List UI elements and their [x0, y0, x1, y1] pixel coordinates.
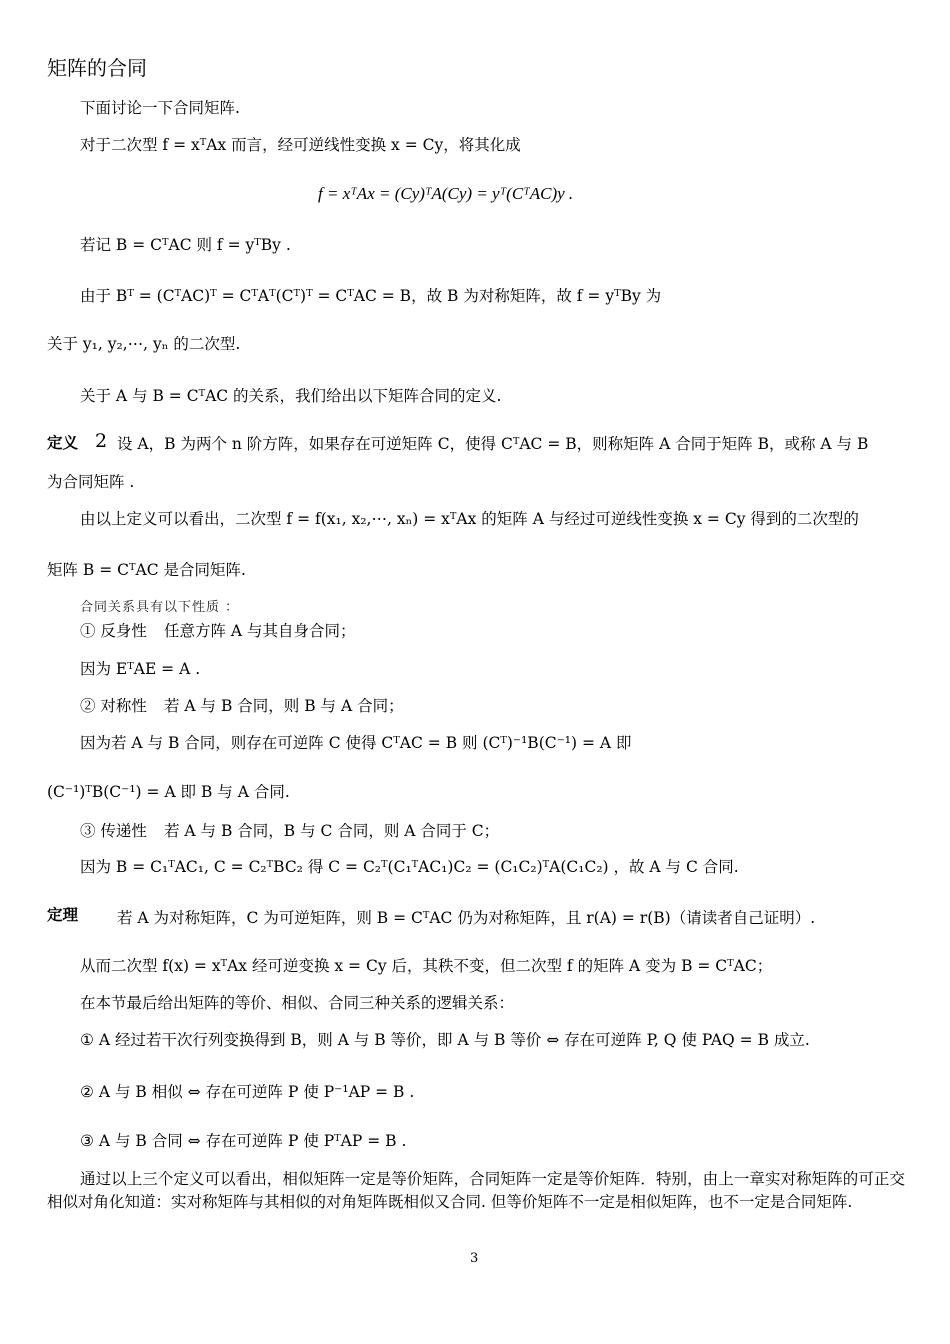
property-3-text: 若 A 与 B 合同，B 与 C 合同，则 A 合同于 C； [164, 822, 500, 840]
logic-intro-line: 在本节最后给出矩阵的等价、相似、合同三种关系的逻辑关系： [80, 994, 515, 1012]
theorem-label: 定理 [47, 905, 79, 924]
definition-consequence-line: 由以上定义可以看出，二次型 f = f(x₁, x₂,⋯, xₙ) = xᵀAx 的矩阵 A 与经过可逆线性变换 x = Cy 得到的二次型的 [80, 510, 859, 528]
property-2-reason: 因为若 A 与 B 合同，则存在可逆阵 C 使得 CᵀAC = B 则 (Cᵀ)⁻¹B(C⁻¹) = A 即 [80, 734, 632, 752]
quadratic-form-line: 对于二次型 f = xᵀAx 而言，经可逆线性变换 x = Cy，将其化成 [80, 136, 521, 154]
relation-congruence: ③ A 与 B 合同 ⇔ 存在可逆阵 P 使 PᵀAP = B . [80, 1132, 407, 1150]
rank-invariance-line: 从而二次型 f(x) = xᵀAx 经可逆变换 x = Cy 后，其秩不变，但二次型 f 的矩阵 A 变为 B = CᵀAC； [80, 957, 773, 975]
definition-text-cont: 为合同矩阵 . [47, 473, 135, 491]
equation-transform: f = xᵀAx = (Cy)ᵀA(Cy) = yᵀ(CᵀAC)y . [318, 184, 574, 203]
conclusion-paragraph: 通过以上三个定义可以看出，相似矩阵一定是等价矩阵，合同矩阵一定是等价矩阵．特别，由上一章实对称矩阵的可正交相似对角化知道：实对称矩阵与其相似的对角矩阵既相似又合同. 但等价矩阵不一定是相似矩阵，也不一定是合同矩阵. [47, 1170, 905, 1211]
theorem-text: 若 A 为对称矩阵，C 为可逆矩阵，则 B = CᵀAC 仍为对称矩阵，且 r(A) = r(B)（请读者自己证明）. [117, 909, 816, 927]
properties-heading: 合同关系具有以下性质 ： [80, 600, 240, 615]
relation-line: 关于 A 与 B = CᵀAC 的关系，我们给出以下矩阵合同的定义. [80, 387, 502, 405]
property-2-label: ② 对称性 [80, 697, 147, 715]
property-3-reason: 因为 B = C₁ᵀAC₁, C = C₂ᵀBC₂ 得 C = C₂ᵀ(C₁ᵀAC₁)C₂ = (C₁C₂)ᵀA(C₁C₂) ，故 A 与 C 合同. [80, 858, 739, 876]
define-b-line: 若记 B = CᵀAC 则 f = yᵀBy . [80, 236, 291, 254]
property-1-reason: 因为 EᵀAE = A . [80, 660, 201, 678]
definition-number: 2 [95, 430, 108, 452]
property-3-label: ③ 传递性 [80, 822, 147, 840]
definition-label: 定义 [47, 433, 79, 452]
definition-text: 设 A，B 为两个 n 阶方阵，如果存在可逆矩阵 C，使得 CᵀAC = B，则称矩阵 A 合同于矩阵 B，或称 A 与 B [117, 435, 869, 453]
congruent-matrix-line: 矩阵 B = CᵀAC 是合同矩阵. [47, 561, 246, 579]
property-1-text: 任意方阵 A 与其自身合同； [164, 622, 356, 640]
property-2-reason-cont: (C⁻¹)ᵀB(C⁻¹) = A 即 B 与 A 合同. [47, 783, 290, 801]
relation-equivalence: ① A 经过若干次行列变换得到 B，则 A 与 B 等价，即 A 与 B 等价 ⇔ 存在可逆阵 P, Q 使 PAQ = B 成立. [80, 1031, 810, 1049]
symmetric-proof-line: 由于 Bᵀ = (CᵀAC)ᵀ = CᵀAᵀ(Cᵀ)ᵀ = CᵀAC = B，故 B 为对称矩阵，故 f = yᵀBy 为 [80, 287, 662, 305]
property-1-label: ① 反身性 [80, 622, 147, 640]
relation-similarity: ② A 与 B 相似 ⇔ 存在可逆阵 P 使 P⁻¹AP = B . [80, 1083, 415, 1101]
page-number: 3 [470, 1251, 479, 1266]
section-title: 矩阵的合同 [47, 56, 147, 80]
intro-line: 下面讨论一下合同矩阵. [80, 99, 240, 117]
variables-line: 关于 y₁, y₂,⋯, yₙ 的二次型. [47, 335, 241, 353]
property-2-text: 若 A 与 B 合同，则 B 与 A 合同； [164, 697, 404, 715]
